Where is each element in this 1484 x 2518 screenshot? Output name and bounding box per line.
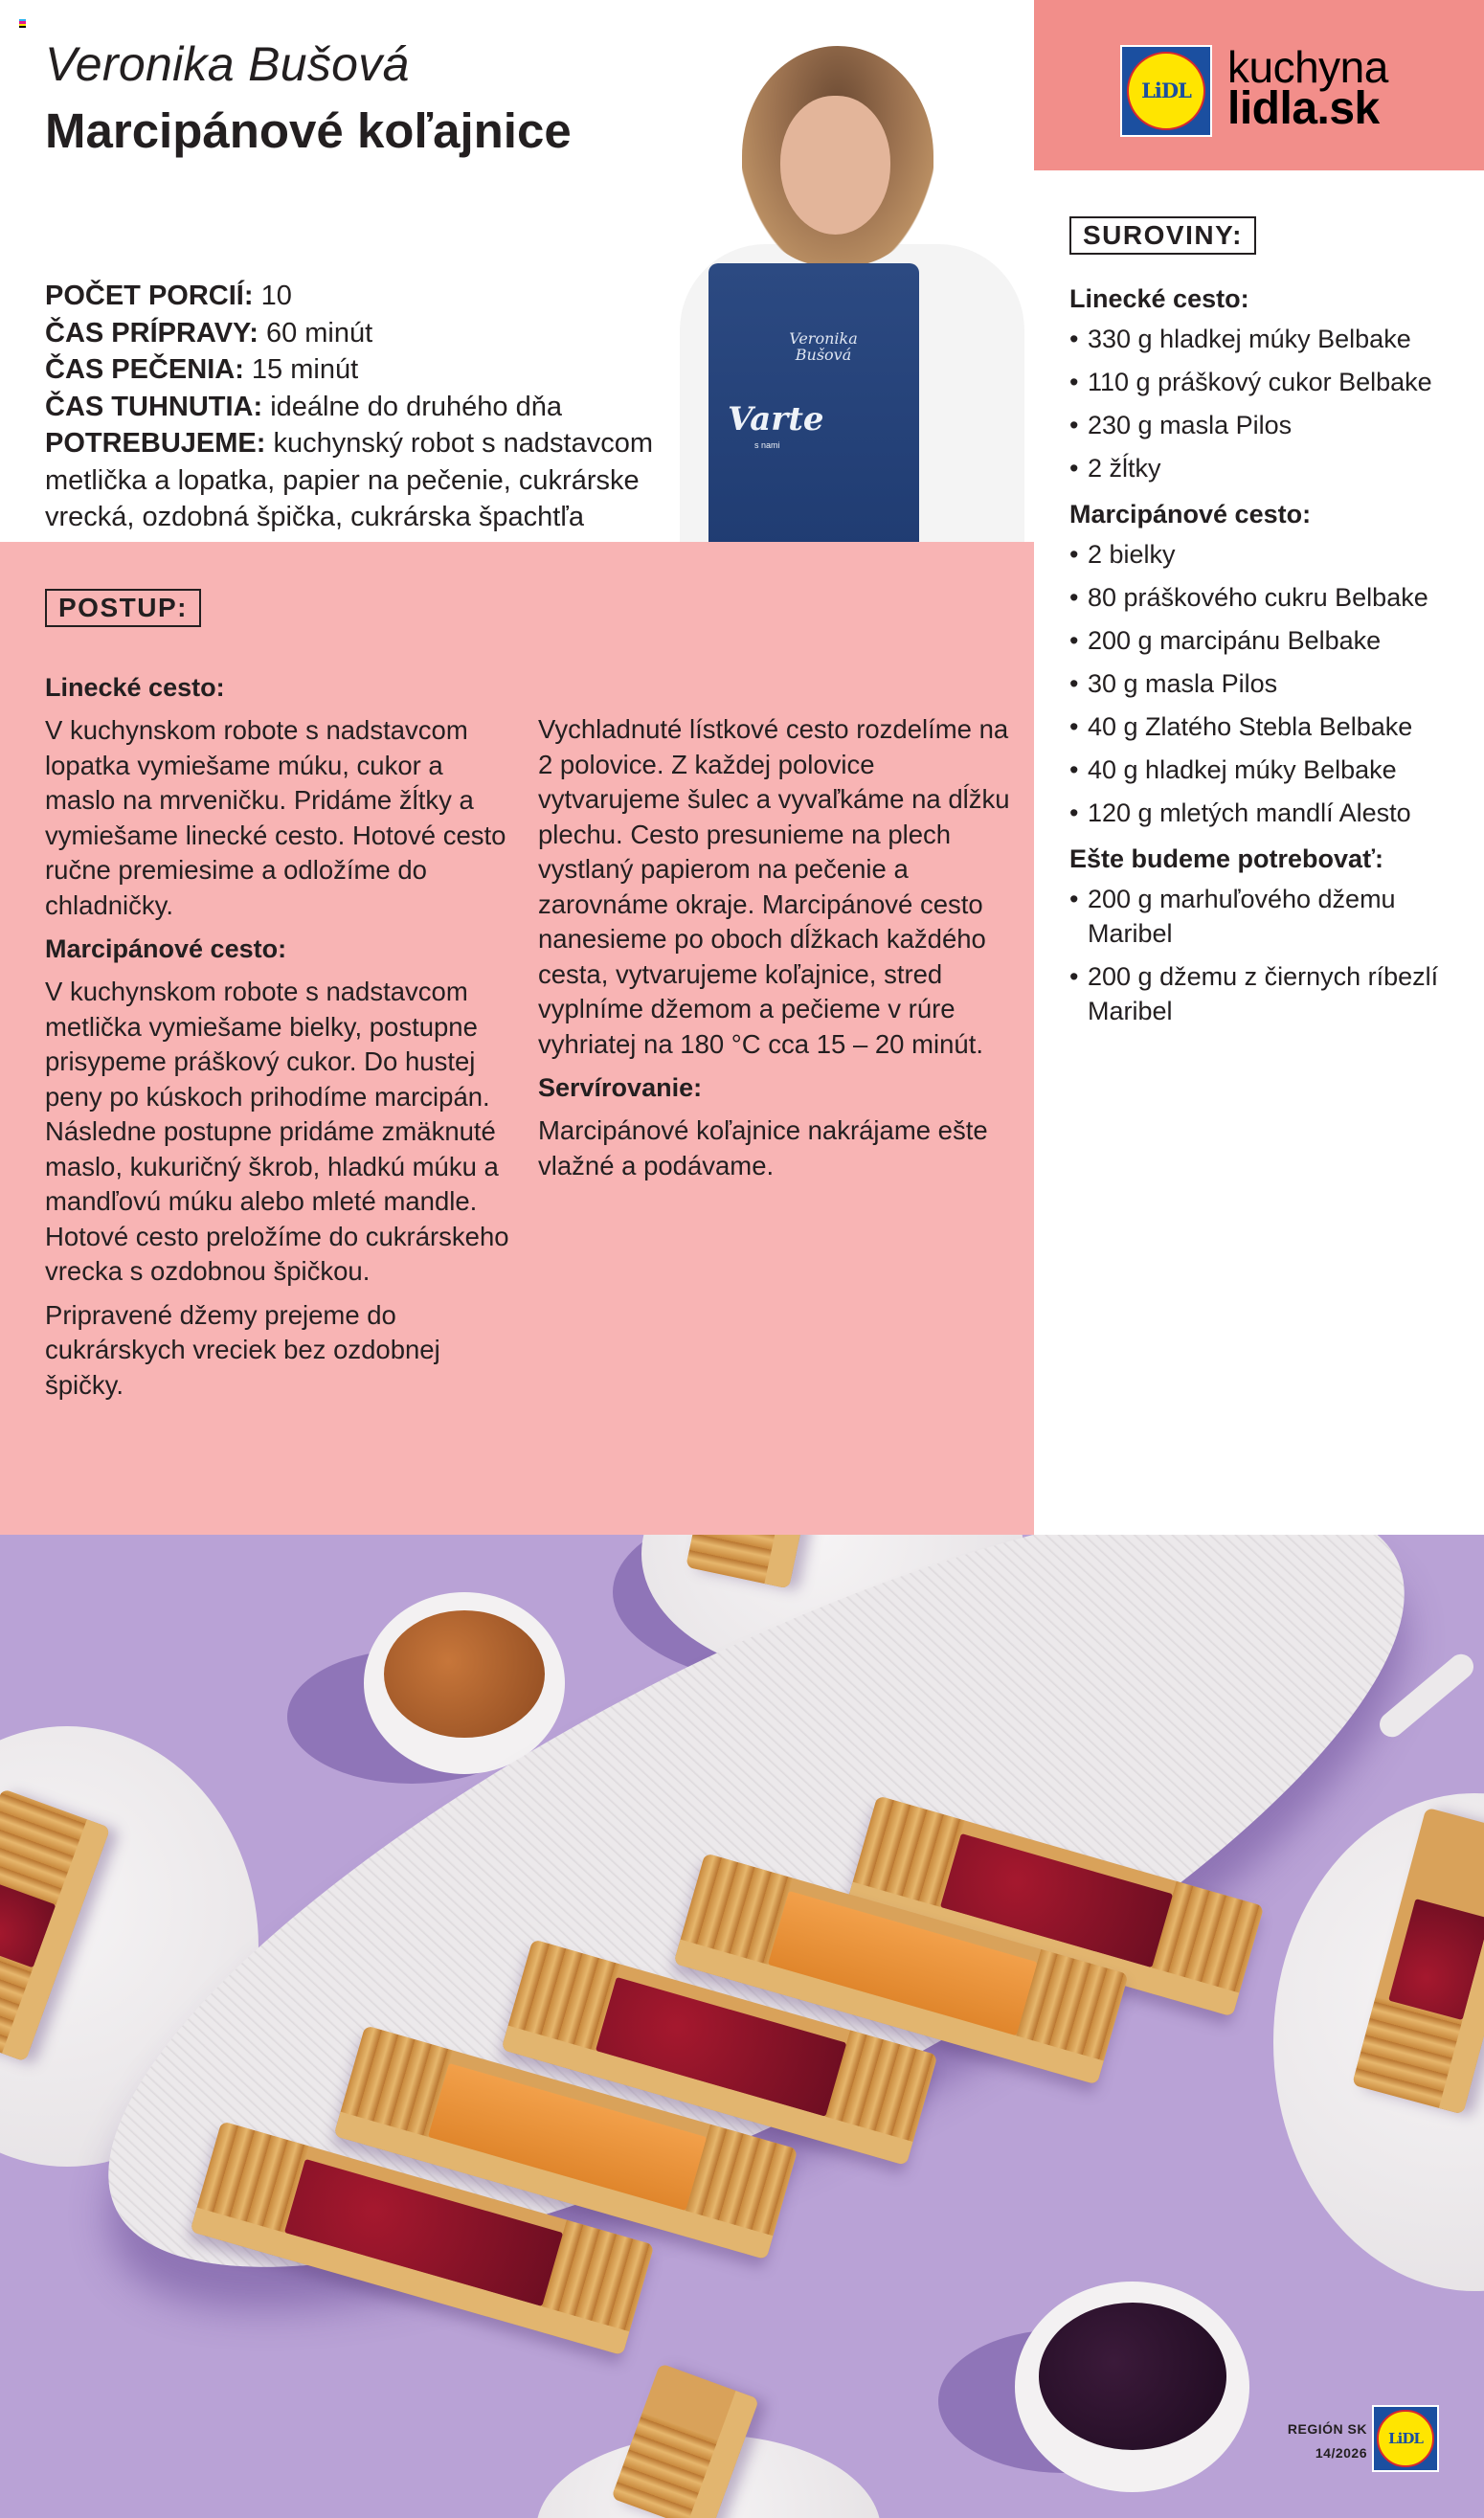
lidl-logo-text: LiDL: [1141, 79, 1191, 103]
ingredient-item: • 2 žĺtky: [1069, 451, 1472, 485]
ingredient-item: • 110 g práškový cukor Belbake: [1069, 365, 1472, 399]
procedure-step-title: Marcipánové cesto:: [45, 934, 287, 963]
meta-value: 10: [253, 281, 292, 311]
apricot-jam: [384, 1610, 545, 1738]
meta-prep-time: [45, 315, 667, 352]
ingredient-item: • 120 g mletých mandlí Alesto: [1069, 796, 1472, 830]
ingredient-item: • 200 g marcipánu Belbake: [1069, 623, 1472, 658]
lidl-logo-circle: [1127, 52, 1206, 131]
lidl-logo: [1120, 45, 1212, 137]
ingredient-group-title: Linecké cesto:: [1069, 284, 1249, 313]
ingredient-group-title: Ešte budeme potrebovať:: [1069, 844, 1383, 873]
ingredient-item: • 2 bielky: [1069, 537, 1472, 572]
procedure-step-text: V kuchynskom robote s nadstavcom metlička vymiešame bielky, postupne prisypeme práškový cukor. Do hustej peny po kúskoch prihodíme marcipán. Následne postupne pridáme zmäknuté maslo, kukuričný škrob, hladkú múku a mandľovú múku alebo mleté mandle. Hotové cesto preložíme do cukrárskeho vrecka s ozdobnou špičkou.: [45, 977, 509, 1286]
meta-bake-time: [45, 351, 667, 389]
meta-label: ČAS TUHNUTIA:: [45, 391, 263, 422]
meta-set-time: [45, 389, 667, 426]
recipe-meta: [45, 278, 667, 536]
meta-value: ideálne do druhého dňa: [262, 391, 562, 422]
meta-label: ČAS PEČENIA:: [45, 354, 244, 385]
ingredients-panel: [1069, 216, 1472, 1040]
procedure-step-title: Linecké cesto:: [45, 673, 225, 702]
meta-equipment: [45, 425, 667, 536]
procedure-step-text: Pripravené džemy prejeme do cukrárskych vreciek bez ozdobnej špičky.: [45, 1299, 440, 1400]
brand-wordmark: [1227, 42, 1388, 134]
recipe-title: Marcipánové koľajnice: [45, 103, 572, 158]
apron-logo-text: Varte: [728, 400, 824, 438]
ingredient-item: • 200 g marhuľového džemu Maribel: [1069, 882, 1472, 951]
chef-portrait-image: [661, 38, 1034, 542]
ingredient-group-title: Marcipánové cesto:: [1069, 500, 1312, 528]
procedure-step-text: Vychladnuté lístkové cesto rozdelíme na 2 polovice. Z každej polovice vytvarujeme šulec a vyvaľkáme na dĺžku plechu. Cesto presunieme na plech vystlaný papierom na pečenie a zarovnáme okraje. Marcipánové cesto nanesieme po oboch dĺžkach každého cesta, vytvarujeme koľajnice, stred vyplníme džemom a pečieme v rúre vyhriatej na 180 °C cca 15 – 20 minút.: [538, 714, 1010, 1059]
print-color-marker: [19, 19, 26, 28]
lidl-logo-circle: [1377, 2410, 1433, 2466]
ingredient-item: • 230 g masla Pilos: [1069, 408, 1472, 442]
ingredient-item: • 40 g Zlatého Stebla Belbake: [1069, 709, 1472, 744]
meta-value: 15 minút: [243, 354, 359, 385]
ingredient-item: • 330 g hladkej múky Belbake: [1069, 322, 1472, 356]
brand-line-1: kuchyna: [1227, 42, 1388, 92]
meta-portions: [45, 278, 667, 315]
ingredient-item: • 30 g masla Pilos: [1069, 666, 1472, 701]
apron-logo-subtext: s nami: [754, 440, 780, 450]
procedure-column-right: [538, 712, 1017, 1192]
ingredients-heading: SUROVINY:: [1069, 216, 1256, 255]
ingredient-list: [1069, 882, 1472, 1028]
procedure-column-left: [45, 670, 514, 1411]
ingredient-item: • 40 g hladkej múky Belbake: [1069, 753, 1472, 787]
currant-jam: [1039, 2303, 1226, 2450]
lidl-logo-text: LiDL: [1388, 2429, 1423, 2447]
procedure-heading: POSTUP:: [45, 589, 201, 627]
ingredient-list: [1069, 537, 1472, 830]
meta-label: POTREBUJEME:: [45, 428, 266, 459]
procedure-step-text: Marcipánové koľajnice nakrájame ešte vlažné a podávame.: [538, 1115, 988, 1180]
recipe-author: Veronika Bušová: [45, 37, 410, 91]
leaf-platter-stem: [1375, 1649, 1479, 1742]
footer-lidl-logo: [1372, 2405, 1439, 2472]
procedure-step-text: V kuchynskom robote s nadstavcom lopatka vymiešame múku, cukor a maslo na mrveničku. Pridáme žĺtky a vymiešame linecké cesto. Hotové cesto ručne premiesime a odložíme do chladničky.: [45, 715, 506, 920]
footer-issue: 14/2026: [1315, 2445, 1367, 2461]
currant-jam-bowl: [1015, 2282, 1249, 2492]
footer-region-info: [1288, 2417, 1367, 2465]
ingredient-list: [1069, 322, 1472, 485]
ingredient-item: • 80 práškového cukru Belbake: [1069, 580, 1472, 615]
apricot-jam-bowl: [364, 1592, 565, 1774]
footer-region: REGIÓN SK: [1287, 2421, 1367, 2437]
meta-label: POČET PORCIÍ:: [45, 281, 254, 311]
procedure-section: [0, 542, 1034, 1535]
apron-name-text: Veronika Bušová: [789, 329, 858, 364]
procedure-step-title: Servírovanie:: [538, 1073, 703, 1102]
meta-value: kuchynský robot s nadstavcom metlička a lopatka, papier na pečenie, cukrárske vrecká, ozdobná špička, cukrárska špachtľa: [45, 428, 653, 532]
meta-label: ČAS PRÍPRAVY:: [45, 317, 259, 348]
brand-line-2: lidla.sk: [1227, 83, 1380, 134]
dish-photo: [0, 1535, 1484, 2518]
brand-header: [1034, 0, 1484, 170]
ingredient-item: • 200 g džemu z čiernych ríbezlí Maribel: [1069, 959, 1472, 1028]
meta-value: 60 minút: [258, 317, 373, 348]
chef-face: [780, 96, 890, 235]
